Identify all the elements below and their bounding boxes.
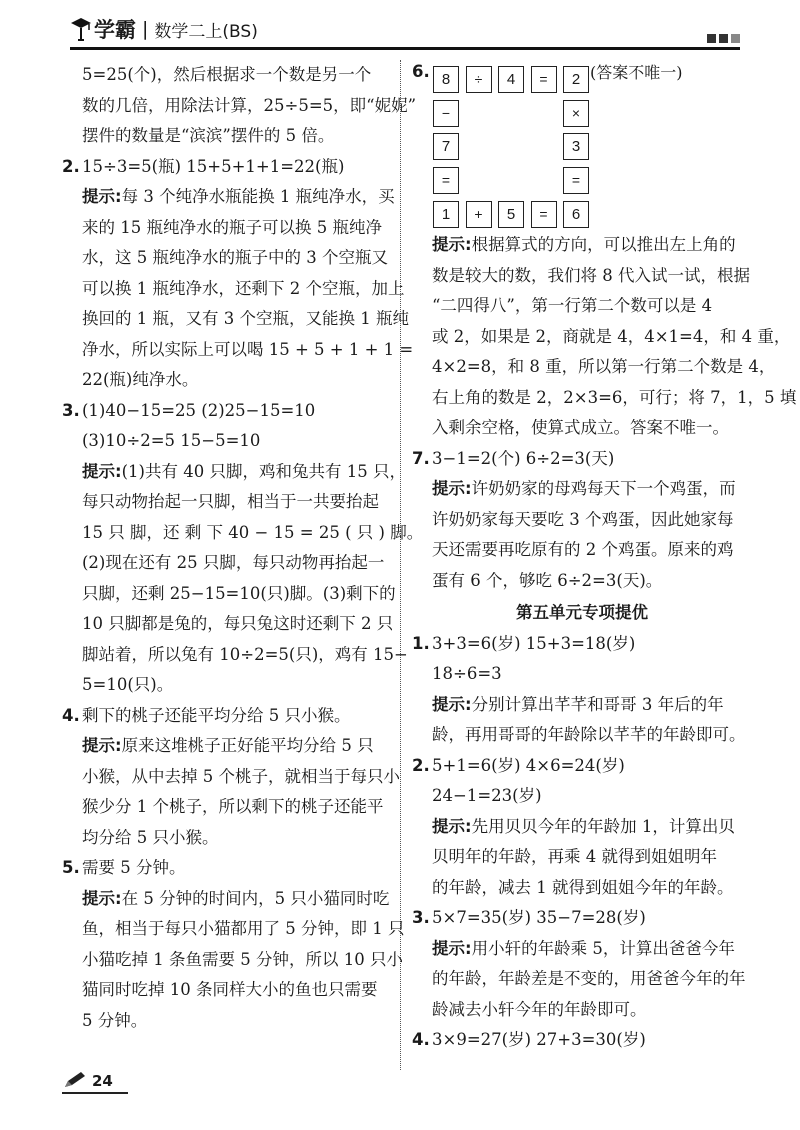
hint-line [412,230,752,261]
question-line [412,444,752,475]
text-line [412,413,752,444]
header-rule [70,47,740,50]
footer-rule [62,1092,128,1094]
text-line [412,964,752,995]
grid-operator: = [433,167,459,194]
grid-operator: = [563,167,589,194]
line-text: 3+3=6(岁) 15+3=18(岁) [432,633,636,653]
question-line [412,1025,752,1056]
line-text: 只脚，还剩 25−15=10(只)脚。(3)剩下的 [82,583,396,603]
hint-label: 提示: [82,888,122,908]
grid-operator: × [563,100,589,127]
text-line [62,579,396,610]
hint-line [62,731,392,762]
hint-line [62,182,395,213]
line-text: (3)10÷2=5 15−5=10 [82,431,261,450]
text-line [62,487,392,518]
line-text: 5=10(只)。 [82,675,174,694]
text-line [412,720,752,751]
hint-label: 提示: [432,479,472,498]
line-text: 根据算式的方向，可以推出左上角的 [471,235,736,254]
text-line [62,304,409,335]
line-text: 24−1=23(岁) [432,786,542,805]
line-text: 18÷6=3 [432,664,502,683]
line-text: (1)共有 40 只脚，鸡和兔共有 15 只， [121,461,406,481]
text-line [62,335,414,366]
line-text: 龄减去小轩今年的年龄即可。 [432,999,647,1019]
line-text: 鱼，相当于每只小猫都用了 5 分钟，即 1 只 [82,919,405,938]
question-number: 1. [412,633,430,653]
line-text: 数是较大的数，我们将 8 代入试一试，根据 [432,265,750,285]
line-text: 4×2=8，和 8 重，所以第一行第二个数是 4， [432,357,776,376]
pencil-icon [62,1070,88,1090]
line-text: 可以换 1 瓶纯净水，还剩下 2 个空瓶，加上 [82,278,405,298]
hint-line [412,812,752,843]
text-line [62,762,400,793]
text-line [62,213,392,244]
text-line [62,426,392,457]
text-line [412,322,791,353]
hint-label: 提示: [432,816,472,836]
line-text: (1)40−15=25 (2)25−15=10 [82,400,316,420]
hint-label: 提示: [82,461,122,481]
text-line [62,792,392,823]
line-text: 来的 15 瓶纯净水的瓶子可以换 5 瓶纯净 [82,217,382,237]
hint-label: 提示: [432,235,472,254]
line-text: 5×7=35(岁) 35−7=28(岁) [432,908,646,927]
question-number: 5. [62,858,80,877]
grid-number: 8 [433,66,459,93]
text-line [62,243,392,274]
grid-number: 6 [563,201,589,228]
question-line [412,751,752,782]
graduation-cap-icon [70,16,92,42]
line-text: 入剩余空格，使算式成立。答案不唯一。 [432,418,729,437]
text-line [412,873,752,904]
text-line [412,995,752,1026]
question-number: 6. [412,62,430,81]
brand-name: 学霸 [94,18,136,42]
page-footer [62,1068,162,1098]
question-line [62,701,392,732]
hint-line [412,690,752,721]
grid-number: 2 [563,66,589,93]
line-text: 的年龄，年龄差是不变的，用爸爸今年的年 [432,969,746,988]
number-puzzle-grid [433,66,589,228]
question-number: 3. [62,400,80,420]
line-text: 3×9=27(岁) 27+3=30(岁) [432,1030,646,1049]
question-number: 2. [62,156,80,176]
text-line [412,505,752,536]
line-text: 或 2，如果是 2，商就是 4，4×1=4，和 4 重， [432,326,791,346]
grid-operator: = [531,201,557,228]
grid-number: 5 [498,201,524,228]
line-text: 天还需要再吃原有的 2 个鸡蛋。原来的鸡 [432,540,734,559]
hint-line [412,934,752,965]
hint-line [62,884,392,915]
line-text: 3−1=2(个) 6÷2=3(天) [432,448,615,468]
text-line [412,566,752,597]
text-line [62,975,392,1006]
line-text: 先用贝贝今年的年龄加 1，计算出贝 [471,816,735,836]
book-subtitle: 数学二上(BS) [154,21,258,42]
line-text: 每 3 个纯净水瓶能换 1 瓶纯净水，买 [121,187,395,206]
text-line [412,261,752,292]
section-title [412,598,752,629]
text-line [62,1006,392,1037]
line-text: 用小轩的年龄乘 5，计算出爸爸今年 [471,938,735,958]
line-text: 剩下的桃子还能平均分给 5 只小猴。 [82,705,351,725]
header-separator: | [142,18,149,40]
line-text: 数的几倍，用除法计算，25÷5=5，即“妮妮” [82,95,417,115]
grid-number: 3 [563,133,589,160]
text-line [62,274,405,305]
text-line [412,659,752,690]
left-column [62,60,424,1036]
line-text: 猫同时吃掉 10 条同样大小的鱼也只需要 [82,980,378,999]
line-text: 需要 5 分钟。 [82,858,186,877]
text-line [62,914,405,945]
line-text: 小猫吃掉 1 条鱼需要 5 分钟，所以 10 只小 [82,949,403,969]
text-line [412,291,752,322]
right-column [412,60,797,1056]
line-text: 小猴，从中去掉 5 个桃子，就相当于每只小 [82,766,400,786]
line-text: 在 5 分钟的时间内，5 只小猫同时吃 [121,888,390,908]
line-text: 5+1=6(岁) 4×6=24(岁) [432,755,625,775]
line-text: 10 只脚都是兔的，每只兔这时还剩下 2 只 [82,614,394,633]
grid-number: 4 [498,66,524,93]
line-text: 许奶奶家每天要吃 3 个鸡蛋，因此她家每 [432,509,734,529]
brand-logo [70,14,258,44]
grid-operator: + [466,201,492,228]
grid-number: 7 [433,133,459,160]
line-text: 的年龄，减去 1 就得到姐姐今年的年龄。 [432,877,734,897]
text-line [62,121,392,152]
line-text: 猴少分 1 个桃子，所以剩下的桃子还能平 [82,797,384,816]
text-line [62,640,408,671]
text-line [62,609,392,640]
question-number: 7. [412,448,430,468]
text-line [412,781,752,812]
text-line [412,535,752,566]
grid-number: 1 [433,201,459,228]
hint-label: 提示: [82,187,122,206]
line-text: 第五单元专项提优 [516,603,648,622]
line-text: 换回的 1 瓶，又有 3 个空瓶，又能换 1 瓶纯 [82,309,409,328]
text-line [412,842,752,873]
page-header [0,0,800,52]
hint-label: 提示: [432,694,472,714]
text-line [62,945,403,976]
hint-label: 提示: [432,938,472,958]
text-line [62,670,392,701]
text-line [62,823,392,854]
grid-operator: = [531,66,557,93]
question-line [62,152,392,183]
header-decoration-squares [707,34,740,43]
question-number: 4. [412,1030,430,1049]
line-text: 净水，所以实际上可以喝 15 + 5 + 1 + 1 = [82,339,414,359]
line-text: 5=25(个)，然后根据求一个数是另一个 [82,65,372,84]
text-line [62,91,417,122]
line-text: 5 分钟。 [82,1010,148,1030]
text-line [412,383,797,414]
line-text: “二四得八”，第一行第二个数可以是 4 [432,296,713,315]
text-line [62,365,392,396]
line-text: (2)现在还有 25 只脚，每只动物再抬起一 [82,553,385,572]
hint-label: 提示: [82,736,122,755]
text-line [412,352,776,383]
line-text: 贝明年的年龄，再乘 4 就得到姐姐明年 [432,847,717,866]
line-text: 原来这堆桃子正好能平均分给 5 只 [121,736,374,755]
right-column-text [412,230,797,1056]
answer-note: (答案不唯一) [590,63,683,82]
hint-line [412,474,752,505]
line-text: 22(瓶)纯净水。 [82,370,199,389]
line-text: 右上角的数是 2，2×3=6，可行；将 7，1，5 填 [432,387,797,407]
question-line [412,629,752,660]
question-line [412,903,752,934]
line-text: 每只动物抬起一只脚，相当于一共要抬起 [82,492,379,511]
grid-operator: ÷ [466,66,492,93]
line-text: 脚站着，所以兔有 10÷2=5(只)，鸡有 15− [82,644,408,664]
question-6 [412,60,752,230]
line-text: 15 只 脚，还 剩 下 40 − 15 = 25 ( 只 ) 脚。 [82,522,424,542]
text-line [62,548,392,579]
question-number: 3. [412,908,430,927]
question-line [62,853,392,884]
text-line [62,60,392,91]
text-line [62,518,424,549]
line-text: 龄，再用哥哥的年龄除以芊芊的年龄即可。 [432,725,746,744]
question-number: 4. [62,705,80,725]
line-text: 摆件的数量是“滨滨”摆件的 5 倍。 [82,126,335,145]
grid-operator: − [433,100,459,127]
question-number: 2. [412,755,430,775]
line-text: 均分给 5 只小猴。 [82,827,219,847]
line-text: 许奶奶家的母鸡每天下一个鸡蛋，而 [471,479,736,498]
hint-line [62,457,406,488]
line-text: 水，这 5 瓶纯净水的瓶子中的 3 个空瓶又 [82,248,388,267]
line-text: 15÷3=5(瓶) 15+5+1+1=22(瓶) [82,156,345,176]
line-text: 蛋有 6 个，够吃 6÷2=3(天)。 [432,570,663,590]
page-number: 24 [92,1072,113,1090]
line-text: 分别计算出芊芊和哥哥 3 年后的年 [471,694,724,714]
question-line [62,396,392,427]
